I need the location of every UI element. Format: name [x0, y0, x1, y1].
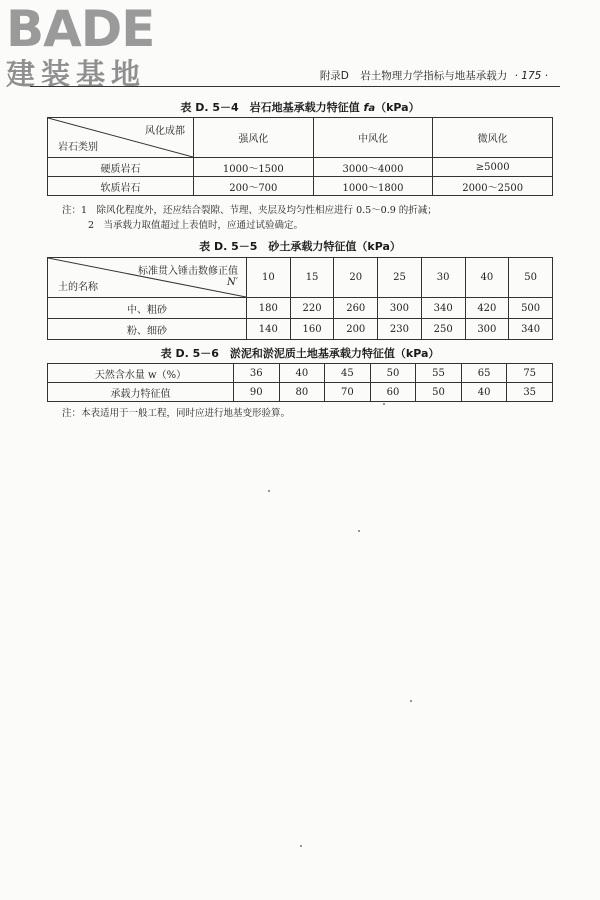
table1-caption-subscript: a	[368, 103, 376, 114]
table-cell: 40	[461, 383, 507, 402]
header-rule	[30, 86, 560, 87]
table-row	[48, 158, 553, 177]
row-label: 软质岩石	[48, 177, 194, 196]
diagonal-header-cell	[48, 118, 194, 158]
table-row	[48, 319, 553, 340]
table-cell: 180	[247, 298, 291, 319]
row-label: 中、粗砂	[48, 298, 247, 319]
table-cell: 70	[325, 383, 371, 402]
header-soil-name: 土的名称	[58, 282, 98, 293]
scan-speck	[383, 403, 385, 405]
diagonal-header-cell	[48, 258, 247, 298]
table-cell: 340	[421, 298, 465, 319]
column-header: 强风化	[194, 118, 314, 158]
running-head	[320, 68, 548, 83]
table-cell: 50	[416, 383, 462, 402]
table-cell: 2000～2500	[433, 177, 553, 196]
silt-bearing-table	[47, 363, 553, 402]
table1-caption-text: 表 D. 5－4 岩石地基承载力特征值	[180, 101, 360, 114]
table-header-row	[48, 258, 553, 298]
table-cell: 160	[290, 319, 334, 340]
table-cell: 200～700	[194, 177, 314, 196]
table-cell: 55	[416, 364, 462, 383]
table-cell: 230	[378, 319, 422, 340]
scan-speck	[300, 845, 302, 847]
rock-bearing-table	[47, 117, 553, 196]
note-1: 注：1 除风化程度外，还应结合裂隙、节理、夹层及均匀性相应进行 0.5～0.9 的折减；	[62, 205, 437, 216]
table-cell: 90	[234, 383, 280, 402]
column-header: 50	[509, 258, 553, 298]
table-row	[48, 383, 553, 402]
table-row	[48, 177, 553, 196]
row-label: 承载力特征值	[48, 383, 234, 402]
table-cell: 250	[421, 319, 465, 340]
site-logo	[6, 0, 186, 91]
column-header: 微风化	[433, 118, 553, 158]
table-cell: 260	[334, 298, 378, 319]
table-cell: 500	[509, 298, 553, 319]
table-cell: 60	[370, 383, 416, 402]
table-row	[48, 298, 553, 319]
table-cell: 65	[461, 364, 507, 383]
page-number: · 175 ·	[514, 70, 548, 82]
table-cell: 220	[290, 298, 334, 319]
table-cell: 45	[325, 364, 371, 383]
column-header: 40	[465, 258, 509, 298]
scan-speck	[358, 530, 360, 532]
table2-caption: 表 D. 5－5 砂土承载力特征值（kPa）	[199, 240, 401, 253]
column-header: 中风化	[313, 118, 433, 158]
sand-bearing-table	[47, 257, 553, 340]
header-spt	[138, 262, 238, 288]
table-cell: 40	[279, 364, 325, 383]
column-header: 25	[378, 258, 422, 298]
row-label: 天然含水量 w（%）	[48, 364, 234, 383]
scan-speck	[410, 700, 412, 702]
table1-caption	[0, 99, 600, 115]
table-cell: 75	[507, 364, 553, 383]
row-label: 硬质岩石	[48, 158, 194, 177]
table1-caption-symbol: f	[363, 101, 369, 114]
column-header: 15	[290, 258, 334, 298]
table3-note: 注：本表适用于一般工程，同时应进行地基变形验算。	[62, 408, 291, 419]
note-2: 2 当承载力取值超过上表值时，应通过试验确定。	[88, 220, 304, 231]
table-cell: 1000～1800	[313, 177, 433, 196]
column-header: 30	[421, 258, 465, 298]
table-cell: ≥5000	[433, 158, 553, 177]
column-header: 20	[334, 258, 378, 298]
logo-wordmark: BADE	[6, 0, 155, 58]
table-cell: 300	[378, 298, 422, 319]
table1-notes	[62, 203, 437, 233]
table-cell: 200	[334, 319, 378, 340]
column-header: 10	[247, 258, 291, 298]
table-cell: 1000～1500	[194, 158, 314, 177]
table-cell: 36	[234, 364, 280, 383]
chapter-title: 岩土物理力学指标与地基承载力	[360, 70, 508, 82]
table-cell: 35	[507, 383, 553, 402]
table-cell: 80	[279, 383, 325, 402]
table-cell: 140	[247, 319, 291, 340]
scan-speck	[268, 490, 270, 492]
table1-caption-unit: （kPa）	[375, 101, 420, 114]
table-row	[48, 364, 553, 383]
appendix-label: 附录D	[319, 70, 349, 82]
header-weathering: 风化成都	[145, 126, 185, 137]
logo-subtitle: 建装基地	[6, 57, 147, 91]
row-label: 粉、细砂	[48, 319, 247, 340]
table-cell: 300	[465, 319, 509, 340]
table-header-row	[48, 118, 553, 158]
header-rock-type: 岩石类别	[58, 142, 98, 153]
header-spt-symbol: N′	[226, 277, 238, 288]
table-cell: 340	[509, 319, 553, 340]
table3-caption: 表 D. 5－6 淤泥和淤泥质土地基承载力特征值（kPa）	[160, 347, 440, 360]
table-cell: 50	[370, 364, 416, 383]
header-spt-text: 标准贯入锤击数修正值	[138, 266, 238, 277]
table-cell: 420	[465, 298, 509, 319]
table-cell: 3000～4000	[313, 158, 433, 177]
